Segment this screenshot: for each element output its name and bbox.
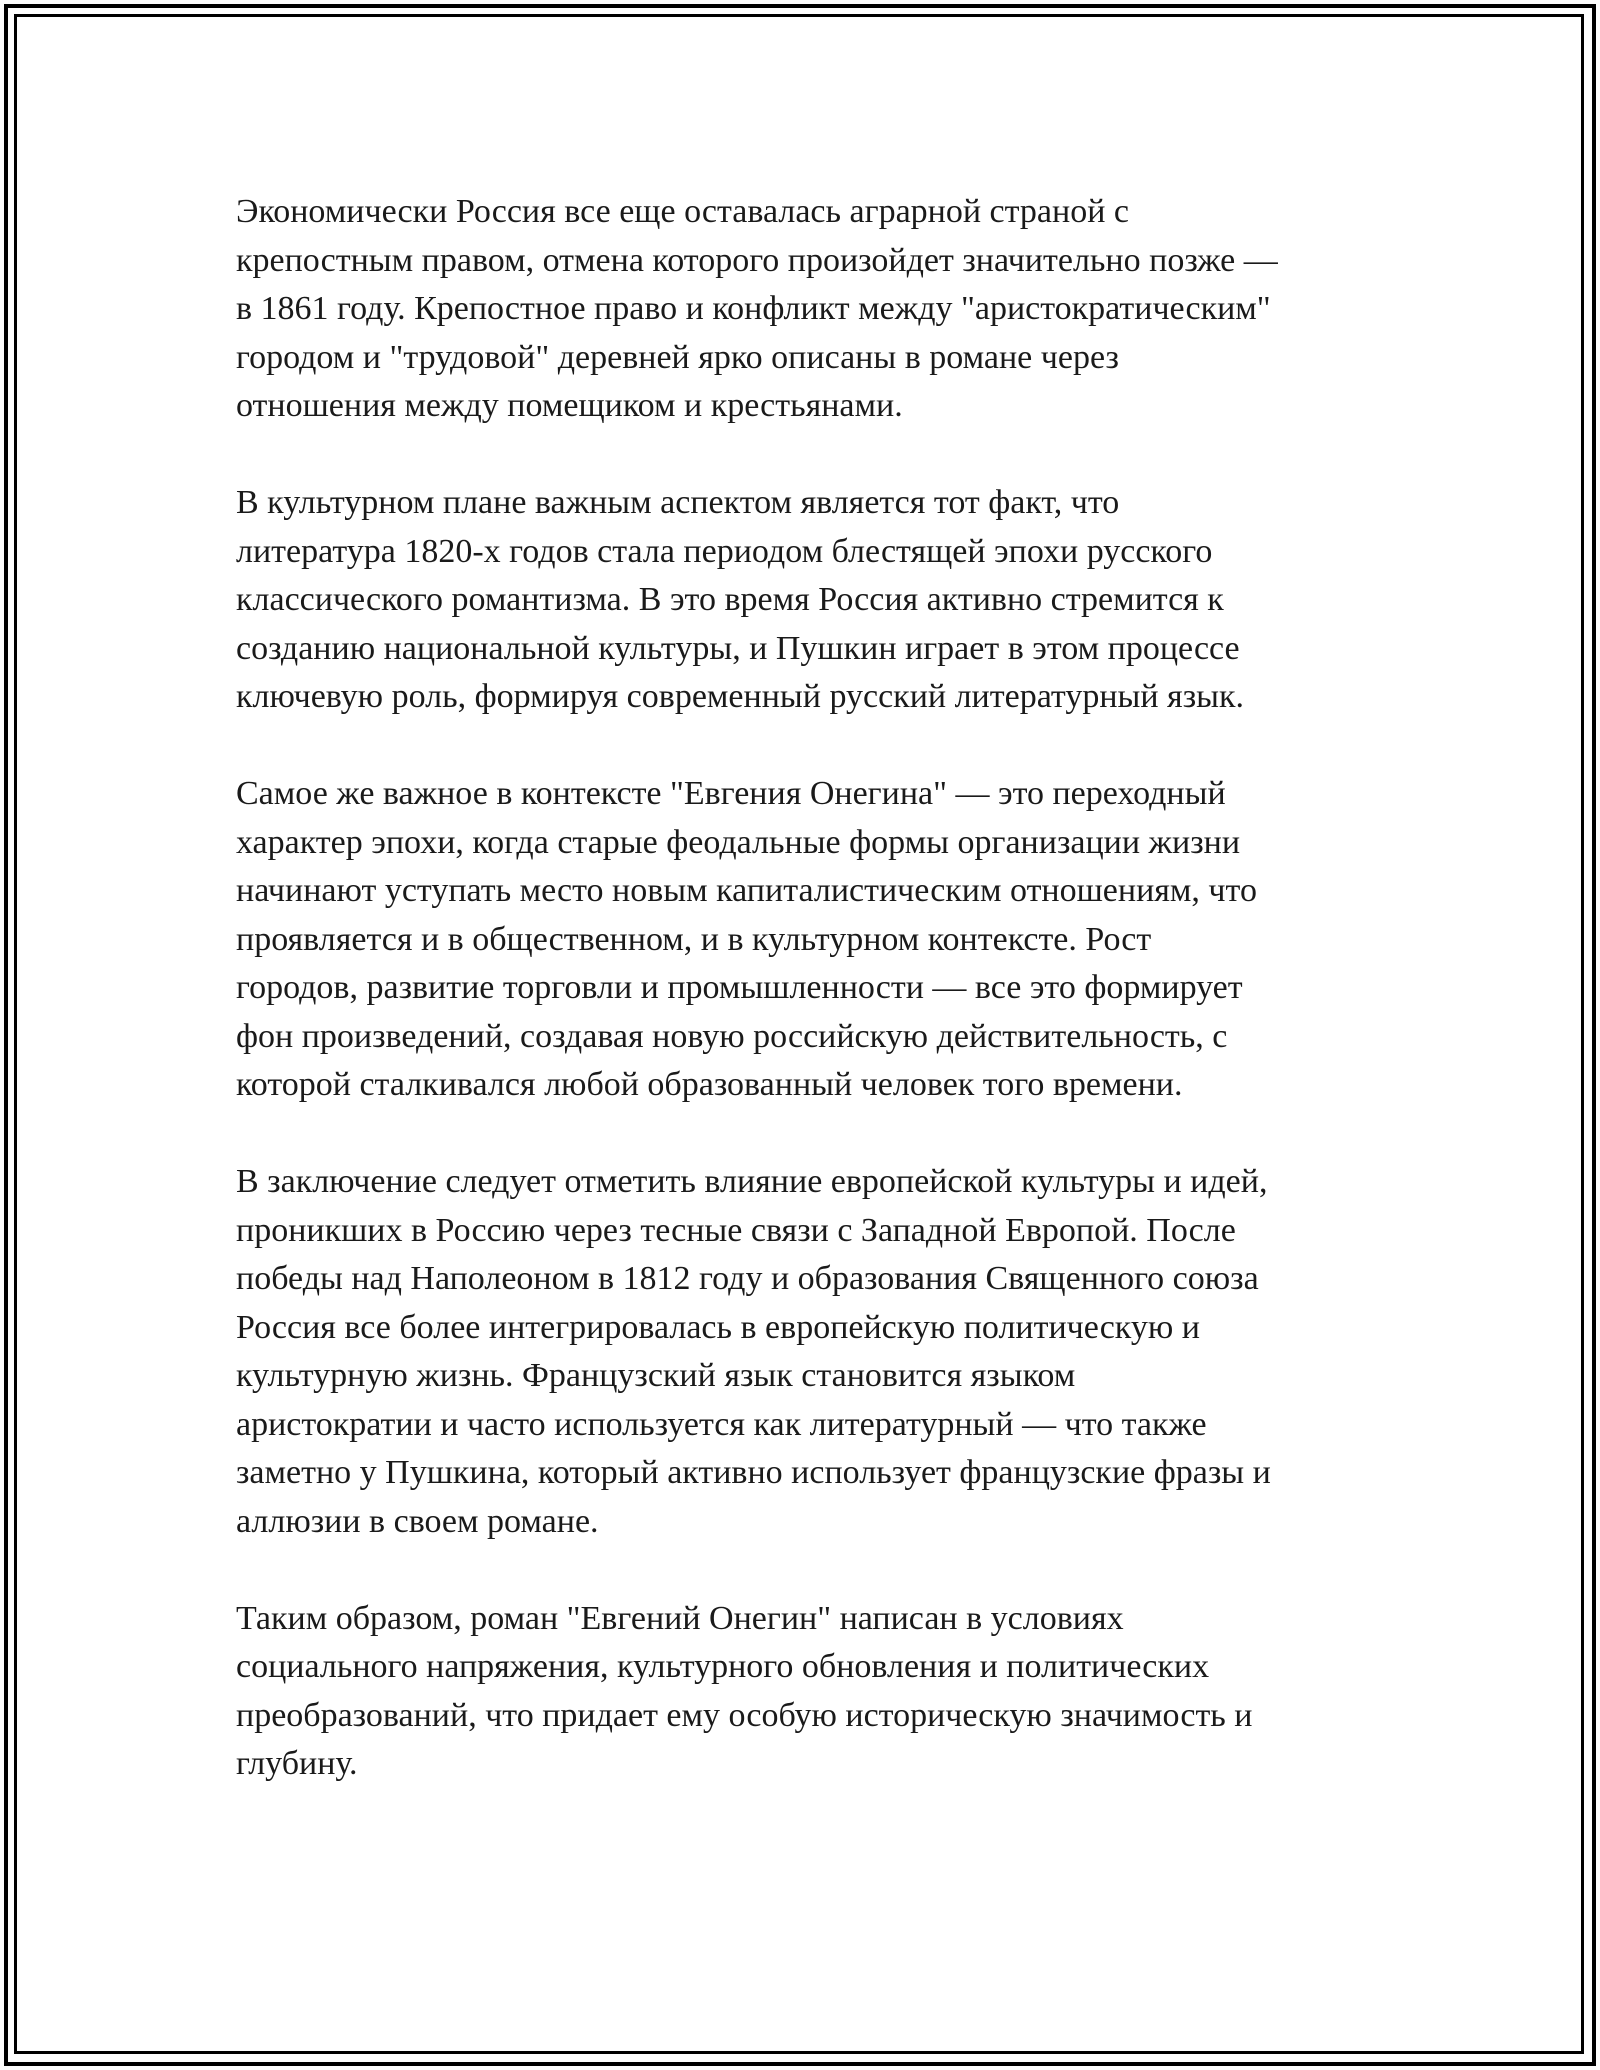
paragraph-transition-era: Самое же важное в контексте "Евгения Онегина" — это переходный характер эпохи, когда старые феодальные формы организации жизни начинают уступать место новым капиталистическим отношениям, что проявляется и в общественном, и в культурном контексте. Рост городов, развитие торговли и промышленности — все это формирует фон произведений, создавая новую российскую действительность, с которой сталкивался любой образованный человек того времени. (236, 775, 1257, 1103)
paragraph-european-influence: В заключение следует отметить влияние европейской культуры и идей, проникших в Россию через тесные связи с Западной Европой. После победы над Наполеоном в 1812 году и образования Священного союза Россия все более интегрировалась в европейскую политическую и культурную жизнь. Французский язык становится языком аристократии и часто используется как литературный — что также заметно у Пушкина, который активно использует французские фразы и аллюзии в своем романе. (236, 1163, 1271, 1540)
paragraph-conclusion: Таким образом, роман "Евгений Онегин" написан в условиях социального напряжения, культурного обновления и политических преобразований, что придает ему особую историческую значимость и глубину. (236, 1599, 1253, 1782)
document-body (236, 188, 1376, 1837)
paragraph-economy: Экономически Россия все еще оставалась аграрной страной с крепостным правом, отмена которого произойдет значительно позже — в 1861 году. Крепостное право и конфликт между "аристократическим" городом и "трудовой" деревней ярко описаны в романе через отношения между помещиком и крестьянами. (236, 193, 1278, 424)
paragraph-culture: В культурном плане важным аспектом является тот факт, что литература 1820-х годов стала периодом блестящей эпохи русского классического романтизма. В это время Россия активно стремится к созданию национальной культуры, и Пушкин играет в этом процессе ключевую роль, формируя современный русский литературный язык. (236, 484, 1244, 715)
